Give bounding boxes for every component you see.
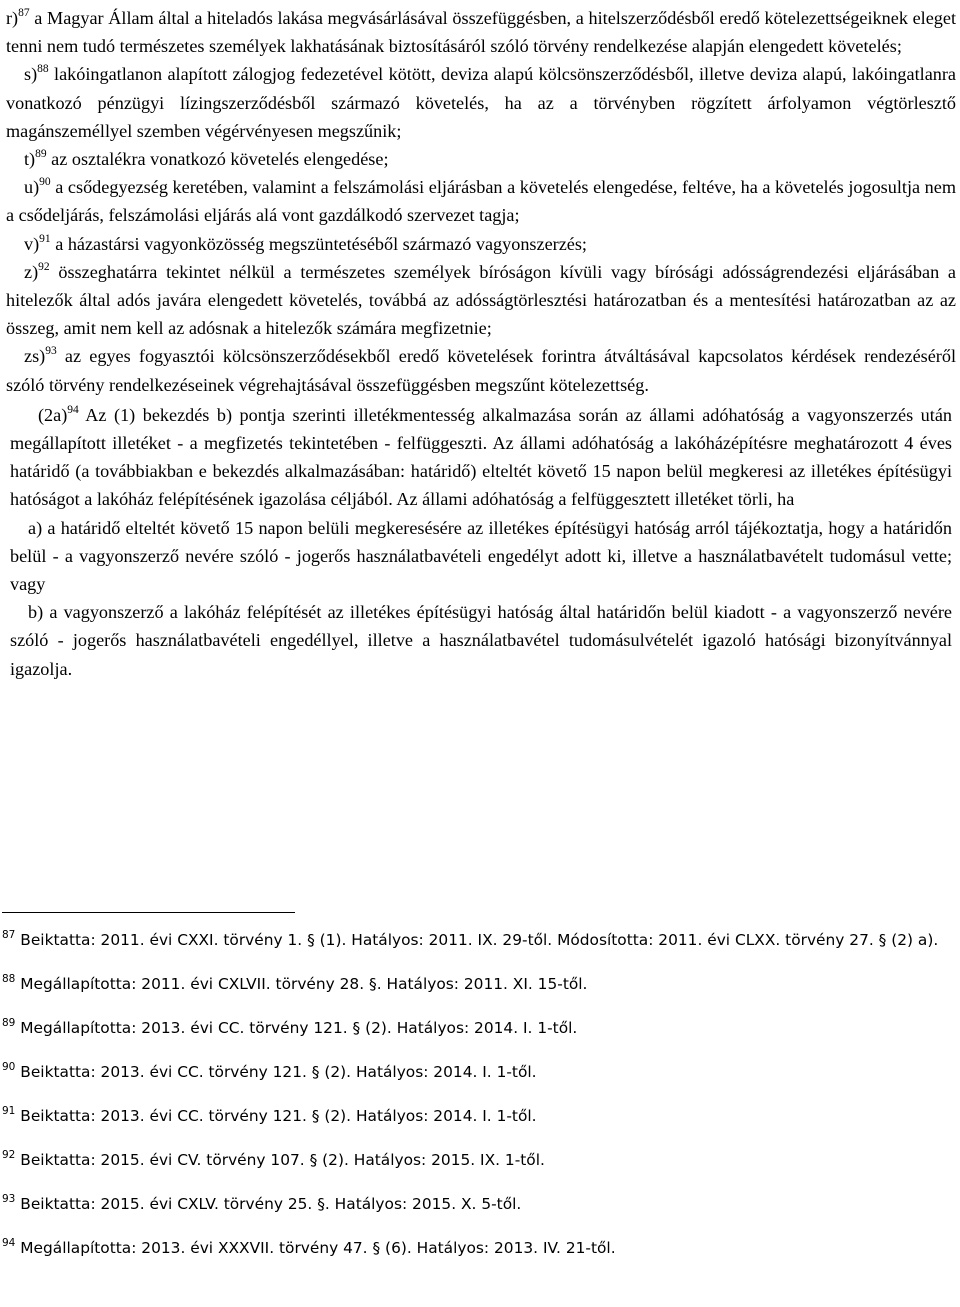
item-label: t) (24, 149, 36, 170)
item-text: lakóingatlanon alapított zálogjog fedezetével kötött, deviza alapú kölcsönszerződésből, illetve deviza alapú, lakóingatlanra vonatkozó pénzügyi lízingszerződésből származó követelés, ha az a törvényben rögzített árfolyamon végtörlesztő magánszeméllyel szemben végérvényesen megszűnik; (6, 64, 956, 141)
list-item (6, 230, 956, 258)
footnote-ref[interactable]: 94 (67, 403, 79, 416)
item-text: összeghatárra tekintet nélkül a természetes személyek bíróságon kívüli vagy bírósági adósságrendezési eljárásában a hitelezők által adós javára elengedett követelés, továbbá az adósságtörlesztési határozatban és a mentesítési határozatban az az összeg, amit nem kell az adósnak a hitelezők számára megfizetnie; (6, 261, 956, 339)
item-text: a házastársi vagyonközösség megszüntetéséből származó vagyonszerzés; (50, 233, 587, 254)
footnote (2, 1102, 942, 1130)
footnote (2, 970, 942, 998)
footnote-text: Beiktatta: 2015. évi CXLV. törvény 25. §. Hatályos: 2015. X. 5-től. (15, 1195, 522, 1213)
footnote-ref[interactable]: 87 (18, 6, 30, 19)
footnote (2, 1190, 942, 1218)
item-label: r) (6, 8, 19, 28)
section-text: Az (1) bekezdés b) pontja szerinti illetékmentesség alkalmazása során az állami adóhatóság a vagyonszerzés után megállapított illetéket - a megfizetés tekintetében - felfüggeszti. Az állami adóhatóság a lakóházépítésre meghatározott 4 éves határidő (a továbbiakban e bekezdés alkalmazásában: határidő) elteltét követő 15 napon belül megkeresi az illetékes építésügyi hatóságot a lakóház felépítésének igazolása céljából. Az állami adóhatóság a felfüggesztett illetéket törli, ha (10, 404, 952, 510)
footnote (2, 926, 942, 954)
list-item (6, 145, 956, 173)
footnote (2, 1014, 942, 1042)
section-2a (6, 401, 956, 683)
footnote-text: Megállapította: 2011. évi CXLVII. törvény 28. §. Hatályos: 2011. XI. 15-től. (15, 975, 588, 993)
footnote-text: Beiktatta: 2015. évi CV. törvény 107. § (2). Hatályos: 2015. IX. 1-től. (15, 1151, 545, 1169)
footnote (2, 1234, 942, 1262)
footnote-text: Beiktatta: 2013. évi CC. törvény 121. § (2). Hatályos: 2014. I. 1-től. (15, 1063, 537, 1081)
footnote-ref[interactable]: 91 (39, 232, 51, 245)
footnote-text: Megállapította: 2013. évi CC. törvény 121. § (2). Hatályos: 2014. I. 1-től. (15, 1019, 578, 1037)
list-item (6, 60, 956, 145)
footnote (2, 1058, 942, 1086)
footnote (2, 1146, 942, 1174)
list-item (6, 4, 956, 60)
item-label: z) (24, 261, 39, 282)
item-text: az egyes fogyasztói kölcsönszerződésekből eredő követelések forintra átváltásával kapcsolatos kérdések rendezéséről szóló törvény rendelkezéseinek végrehajtásával összefüggésben megszűnt kötelezettség. (6, 346, 956, 395)
footnote-text: Beiktatta: 2011. évi CXXI. törvény 1. § (1). Hatályos: 2011. IX. 29-től. Módosította: 2011. évi CLXX. törvény 27. § (2) a). (15, 931, 939, 949)
item-label: u) (24, 177, 40, 198)
footnote-number: 89 (2, 1016, 16, 1029)
item-text: az osztalékra vonatkozó követelés elengedése; (46, 149, 389, 170)
list-item (6, 258, 956, 343)
sub-item-a: a) a határidő elteltét követő 15 napon belüli megkeresésére az illetékes építésügyi hatóság arról tájékoztatja, hogy a határidőn belül - a vagyonszerző nevére szóló - jogerős használatbavételi engedélyt adott ki, illetve a használatbavételt tudomásul vette; vagy (10, 517, 952, 595)
item-text: a csődegyezség keretében, valamint a felszámolási eljárásban a követelés elengedése, feltéve, ha a követelés jogosultja nem a csődeljárás, felszámolási eljárás alá vont gazdálkodó szervezet tagja; (6, 177, 956, 226)
list-item (6, 342, 956, 398)
footnote-number: 93 (2, 1192, 16, 1205)
footnote-number: 87 (2, 928, 16, 941)
footnote-text: Megállapította: 2013. évi XXXVII. törvény 47. § (6). Hatályos: 2013. IV. 21-től. (15, 1239, 616, 1257)
section-label: (2a) (38, 404, 68, 425)
section-paragraph (10, 401, 952, 514)
footnotes (2, 926, 942, 1262)
footnote-number: 92 (2, 1148, 16, 1161)
footnote-ref[interactable]: 88 (37, 63, 49, 76)
document-body (6, 4, 956, 683)
item-text: a Magyar Állam által a hiteladós lakása megvásárlásával összefüggésben, a hitelszerződésből eredő kötelezettségeiknek eleget tenni nem tudó természetes személyek lakhatásának biztosításáról szóló törvény rendelkezése alapján elengedett követelés; (6, 8, 956, 57)
footnote-ref[interactable]: 90 (39, 176, 51, 189)
list-item (6, 173, 956, 229)
footnote-number: 94 (2, 1236, 16, 1249)
item-label: zs) (24, 346, 46, 367)
sub-item-b: b) a vagyonszerző a lakóház felépítését az illetékes építésügyi hatóság által határidőn belül kiadott - a vagyonszerző nevére szóló - jogerős használatbavételi engedéllyel, illetve a használatbavétel tudomásulvételét igazoló hatósági bizonyítvánnyal igazolja. (10, 602, 952, 679)
footnote-divider (2, 912, 295, 913)
footnote-ref[interactable]: 89 (35, 147, 47, 160)
footnote-number: 91 (2, 1104, 16, 1117)
footnote-ref[interactable]: 93 (45, 345, 57, 358)
item-label: s) (24, 64, 38, 85)
footnote-ref[interactable]: 92 (38, 260, 50, 273)
footnote-number: 88 (2, 972, 16, 985)
footnote-number: 90 (2, 1060, 16, 1073)
item-label: v) (24, 233, 40, 254)
footnote-text: Beiktatta: 2013. évi CC. törvény 121. § (2). Hatályos: 2014. I. 1-től. (15, 1107, 537, 1125)
